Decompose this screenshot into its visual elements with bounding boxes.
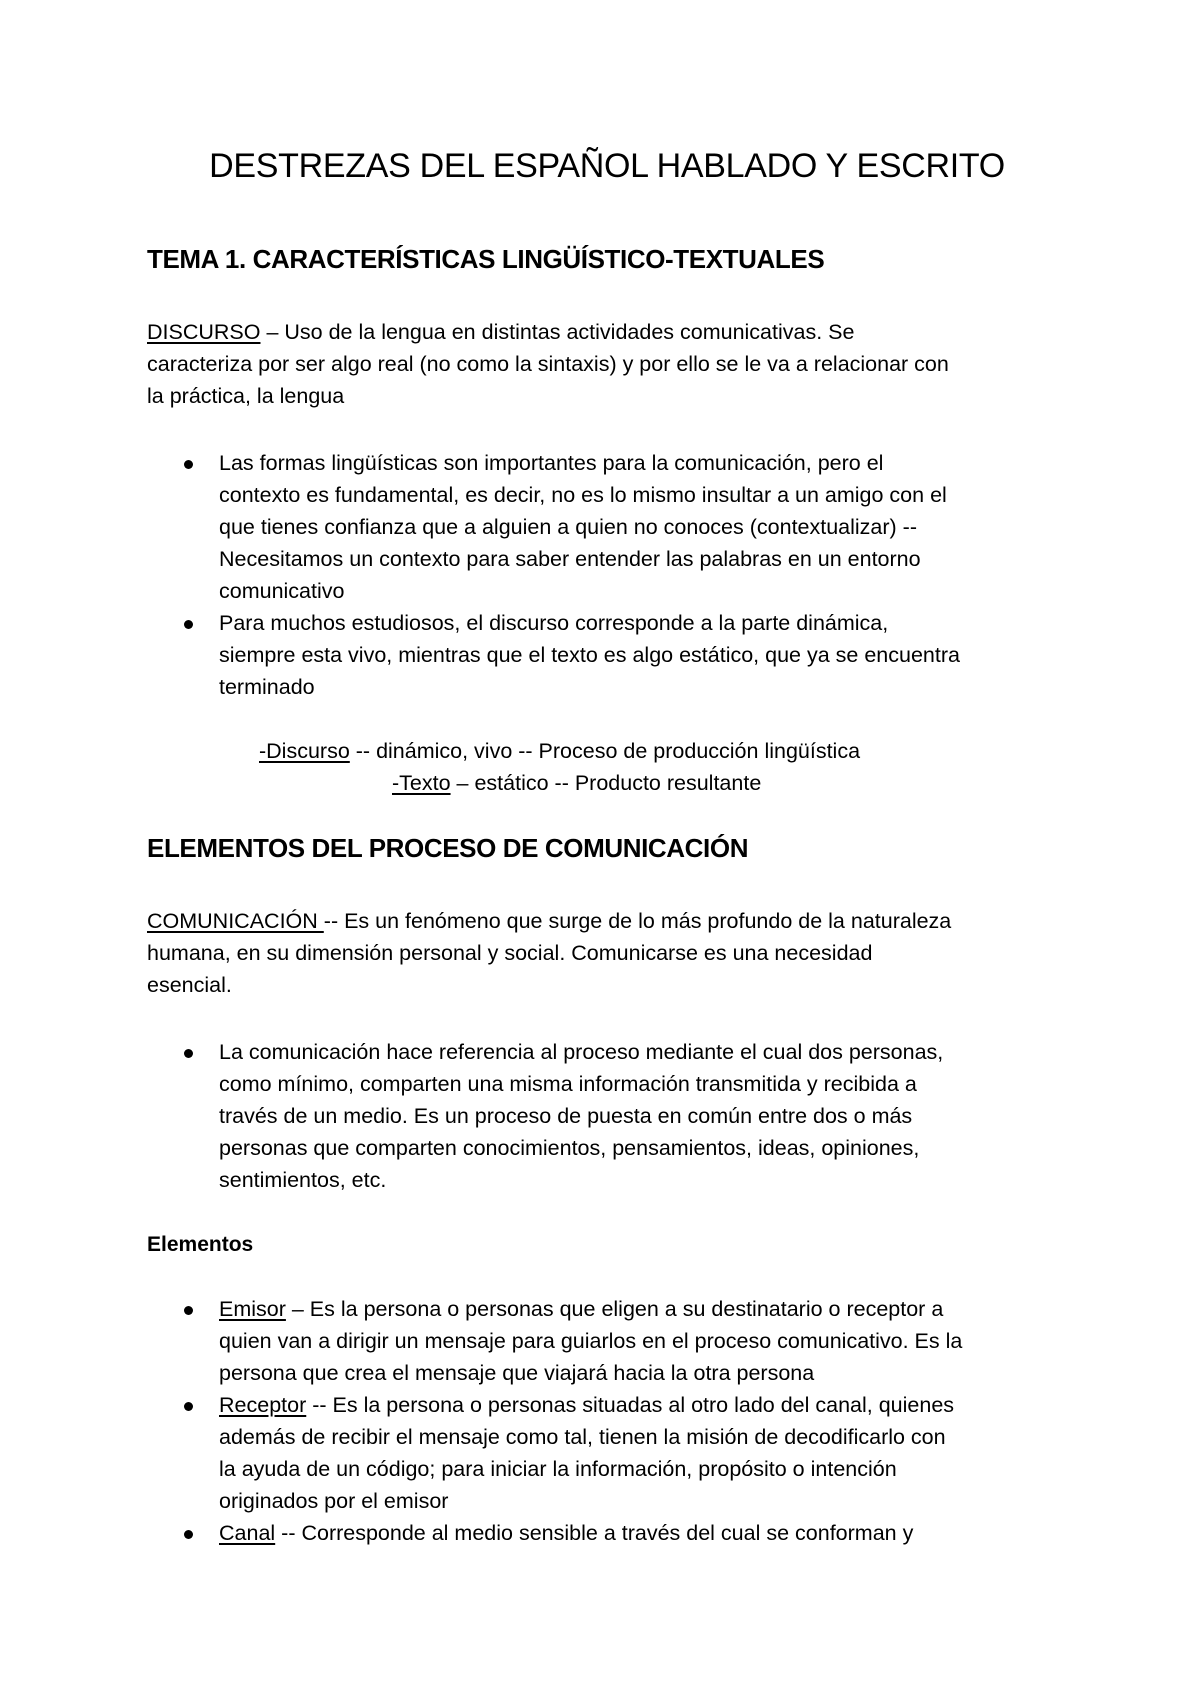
comunicacion-bullet-list bbox=[147, 1036, 1067, 1196]
discurso-term: DISCURSO bbox=[147, 320, 261, 344]
comunicacion-term: COMUNICACIÓN bbox=[147, 909, 324, 933]
tema1-heading: TEMA 1. CARACTERÍSTICAS LINGÜÍSTICO-TEXTUALES bbox=[147, 244, 825, 274]
list-item bbox=[147, 1389, 1067, 1517]
comunicacion-text: -- Es un fenómeno que surge de lo más profundo de la naturaleza bbox=[323, 909, 952, 933]
discurso-line-1 bbox=[147, 316, 1067, 348]
bullet-icon bbox=[184, 460, 193, 469]
comparison-text: -- dinámico, vivo -- Proceso de producción lingüística bbox=[349, 739, 861, 763]
comunicacion-paragraph bbox=[147, 905, 1067, 1001]
bullet-line: persona que crea el mensaje que viajará hacia la otra persona bbox=[219, 1361, 815, 1385]
tema1-bullet-list bbox=[147, 447, 1067, 703]
bullet-icon bbox=[184, 1402, 193, 1411]
bullet-line: terminado bbox=[219, 675, 315, 699]
bullet-line bbox=[219, 1389, 1067, 1421]
receptor-text: -- Es la persona o personas situadas al otro lado del canal, quienes bbox=[306, 1393, 955, 1417]
bullet-line: través de un medio. Es un proceso de puesta en común entre dos o más bbox=[219, 1104, 913, 1128]
bullet-icon bbox=[184, 1530, 193, 1539]
comunicacion-line-3: esencial. bbox=[147, 973, 232, 997]
list-item bbox=[147, 447, 1067, 607]
bullet-icon bbox=[184, 1049, 193, 1058]
comunicacion-line-1 bbox=[147, 905, 1067, 937]
bullet-line: quien van a dirigir un mensaje para guiarlos en el proceso comunicativo. Es la bbox=[219, 1329, 963, 1353]
bullet-line: originados por el emisor bbox=[219, 1489, 449, 1513]
bullet-icon bbox=[184, 1306, 193, 1315]
document-title: DESTREZAS DEL ESPAÑOL HABLADO Y ESCRITO bbox=[209, 147, 1005, 185]
bullet-line: sentimientos, etc. bbox=[219, 1168, 387, 1192]
bullet-line: Necesitamos un contexto para saber entender las palabras en un entorno bbox=[219, 547, 921, 571]
elementos-proceso-heading: ELEMENTOS DEL PROCESO DE COMUNICACIÓN bbox=[147, 833, 749, 863]
bullet-line: La comunicación hace referencia al proceso mediante el cual dos personas, bbox=[219, 1040, 944, 1064]
bullet-line: Las formas lingüísticas son importantes para la comunicación, pero el bbox=[219, 451, 884, 475]
discurso-paragraph bbox=[147, 316, 1067, 412]
bullet-line: comunicativo bbox=[219, 579, 345, 603]
bullet-line: contexto es fundamental, es decir, no es lo mismo insultar a un amigo con el bbox=[219, 483, 947, 507]
bullet-line: que tienes confianza que a alguien a quien no conoces (contextualizar) -- bbox=[219, 515, 918, 539]
bullet-line: además de recibir el mensaje como tal, tienen la misión de decodificarlo con bbox=[219, 1425, 946, 1449]
discurso-line-3: la práctica, la lengua bbox=[147, 384, 345, 408]
list-item bbox=[147, 1036, 1067, 1196]
term-emisor: Emisor bbox=[219, 1297, 286, 1321]
bullet-line: siempre esta vivo, mientras que el texto es algo estático, que ya se encuentra bbox=[219, 643, 960, 667]
list-item bbox=[147, 1517, 1067, 1549]
bullet-icon bbox=[184, 620, 193, 629]
comunicacion-line-2: humana, en su dimensión personal y social. Comunicarse es una necesidad bbox=[147, 941, 873, 965]
bullet-line: como mínimo, comparten una misma información transmitida y recibida a bbox=[219, 1072, 917, 1096]
comparison-text: – estático -- Producto resultante bbox=[450, 771, 762, 795]
elementos-bullet-list bbox=[147, 1293, 1067, 1549]
comparison-term: -Discurso bbox=[259, 739, 350, 763]
discurso-text: – Uso de la lengua en distintas actividades comunicativas. Se bbox=[260, 320, 855, 344]
list-item bbox=[147, 607, 1067, 703]
bullet-line: personas que comparten conocimientos, pensamientos, ideas, opiniones, bbox=[219, 1136, 920, 1160]
comparison-texto bbox=[392, 767, 761, 799]
elementos-heading: Elementos bbox=[147, 1233, 254, 1256]
list-item bbox=[147, 1293, 1067, 1389]
term-receptor: Receptor bbox=[219, 1393, 307, 1417]
comparison-term: -Texto bbox=[392, 771, 451, 795]
bullet-line: la ayuda de un código; para iniciar la información, propósito o intención bbox=[219, 1457, 897, 1481]
canal-text: -- Corresponde al medio sensible a través del cual se conforman y bbox=[275, 1521, 914, 1545]
bullet-line bbox=[219, 1517, 1067, 1549]
term-canal: Canal bbox=[219, 1521, 276, 1545]
discurso-line-2: caracteriza por ser algo real (no como la sintaxis) y por ello se le va a relacionar con bbox=[147, 352, 949, 376]
emisor-text: – Es la persona o personas que eligen a su destinatario o receptor a bbox=[285, 1297, 944, 1321]
comparison-discurso bbox=[259, 735, 860, 767]
bullet-line: Para muchos estudiosos, el discurso corresponde a la parte dinámica, bbox=[219, 611, 889, 635]
bullet-line bbox=[219, 1293, 1067, 1325]
